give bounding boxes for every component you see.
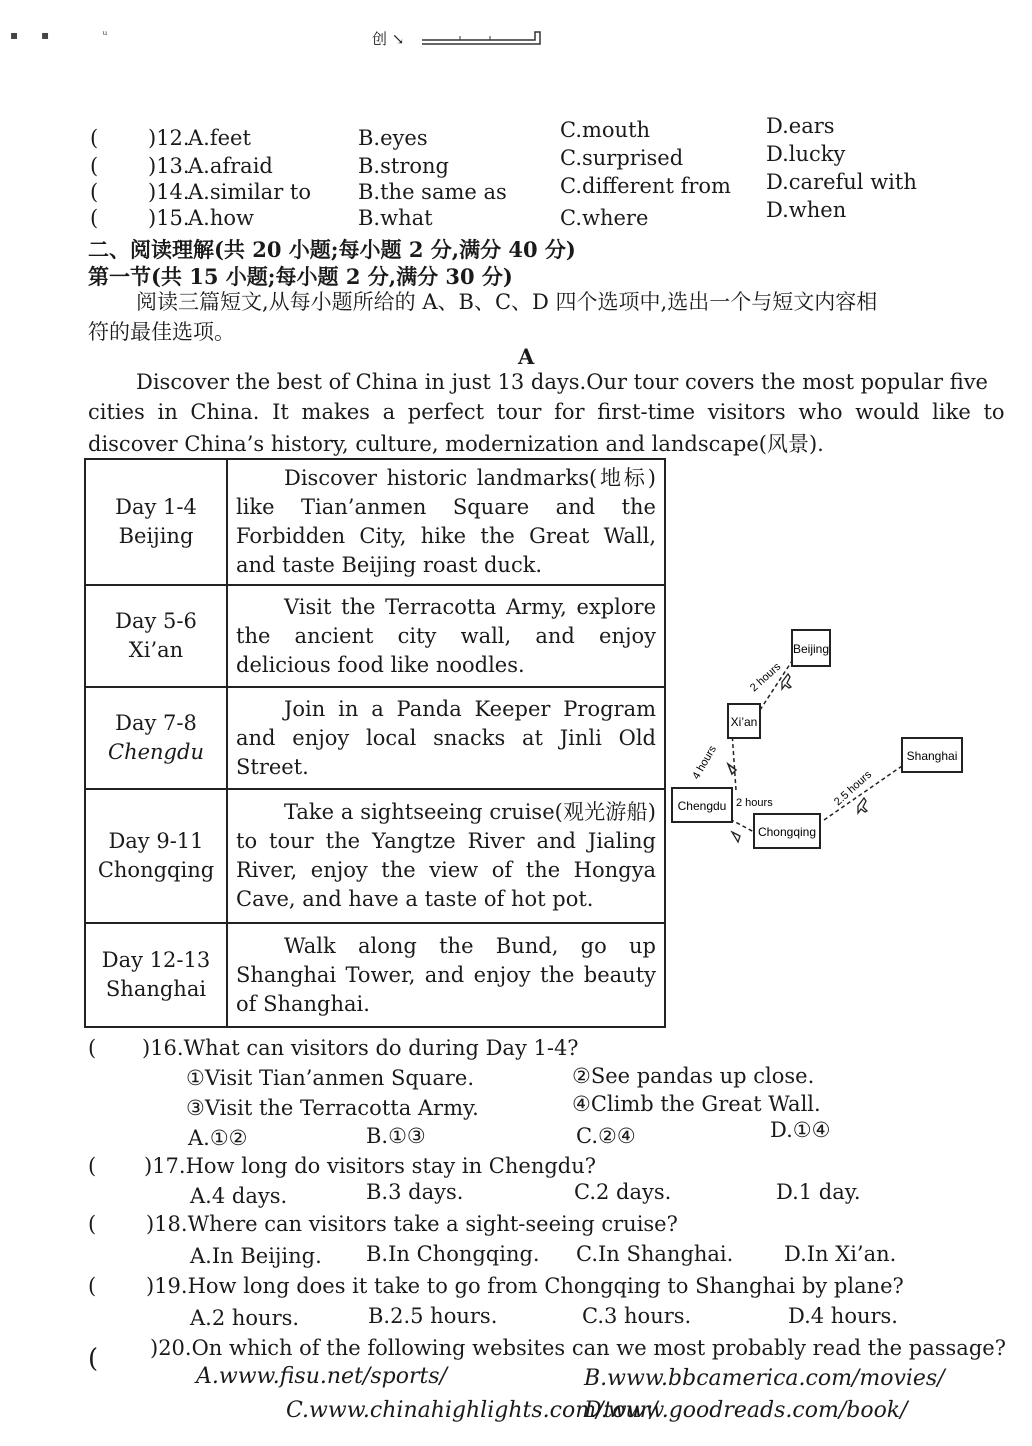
svg-text:Xi’an: Xi’an <box>730 715 758 729</box>
map-box-xian <box>728 704 760 738</box>
instruction-line-2: 符的最佳选项。 <box>88 320 235 344</box>
map-box-chongqing <box>754 814 820 848</box>
svg-text:Beijing: Beijing <box>792 642 830 656</box>
option-a: A.①② <box>188 1126 248 1150</box>
instruction-line-1: 阅读三篇短文,从每小题所给的 A、B、C、D 四个选项中,选出一个与短文内容相 <box>136 290 878 314</box>
cloze-row-12: ( )12. A.feet B.eyes C.mouth D.ears <box>90 114 835 150</box>
option-a: A.In Beijing. <box>190 1244 322 1268</box>
question-17: ( )17.How long do visitors stay in Chengdu? <box>88 1154 597 1178</box>
section-title: 二、阅读理解(共 20 小题;每小题 2 分,满分 40 分) <box>88 237 576 262</box>
part-title: 第一节(共 15 小题;每小题 2 分,满分 30 分) <box>88 264 513 289</box>
table-row <box>85 687 665 789</box>
day-cell: Day 1-4 Beijing <box>85 459 227 585</box>
desc-cell: Discover historic landmarks(地标) like Tian’anmen Square and the Forbidden City, hike the Great Wall, and taste Beijing roast duck. <box>227 459 665 585</box>
map-box-shanghai <box>902 738 962 772</box>
option-a: A.2 hours. <box>190 1306 300 1330</box>
option-b: B.3 days. <box>366 1180 464 1204</box>
option-b: B.①③ <box>366 1124 426 1148</box>
plane-icon <box>782 674 791 689</box>
svg-text:Chongqing: Chongqing <box>757 825 817 839</box>
desc-cell: Visit the Terracotta Army, explore the ancient city wall, and enjoy delicious food like noodles. <box>227 585 665 687</box>
option-b: B.www.bbcamerica.com/movies/ <box>584 1366 945 1391</box>
time-label-chongqing-shanghai: 2.5 hours <box>831 768 875 809</box>
table-row <box>85 459 665 585</box>
sub-option: ②See pandas up close. <box>572 1064 815 1088</box>
desc-cell: Take a sightseeing cruise(观光游船) to tour the Yangtze River and Jialing River, enjoy the view of the Hongya Cave, and have a taste of hot pot. <box>227 789 665 923</box>
svg-text:Chengdu: Chengdu <box>677 799 727 813</box>
option-b: B.2.5 hours. <box>368 1304 498 1328</box>
option-b: B.In Chongqing. <box>366 1242 540 1266</box>
question-19: ( )19.How long does it take to go from Chongqing to Shanghai by plane? <box>88 1274 904 1298</box>
sub-option: ①Visit Tian’anmen Square. <box>186 1066 474 1090</box>
cloze-row-14: ( )14. A.similar to B.the same as C.different from D.careful with <box>90 170 917 204</box>
corner-marks: ▪ ▪ ᵘ <box>10 28 108 42</box>
desc-cell: Walk along the Bund, go up Shanghai Tower, and enjoy the beauty of Shanghai. <box>227 923 665 1027</box>
svg-text:Shanghai: Shanghai <box>906 749 958 763</box>
sub-option: ④Climb the Great Wall. <box>572 1092 821 1116</box>
passage-line-2: cities in China. It makes a perfect tour for first-time visitors who would like to <box>88 400 1005 424</box>
route-line-chengdu-xian <box>732 732 736 790</box>
table-row <box>85 923 665 1027</box>
option-d: D.①④ <box>770 1118 831 1142</box>
option-c: C.②④ <box>576 1124 636 1148</box>
day-cell: Day 9-11 Chongqing <box>85 789 227 923</box>
map-box-beijing <box>792 630 830 666</box>
map-box-chengdu <box>672 788 732 822</box>
route-map <box>666 620 976 860</box>
cloze-row-13: ( )13. A.afraid B.strong C.surprised D.lucky <box>90 142 846 178</box>
time-label-chengdu-chongqing: 2 hours <box>736 797 773 809</box>
option-d: D.www.goodreads.com/book/ <box>584 1398 908 1423</box>
option-d: D.4 hours. <box>788 1304 898 1328</box>
option-d: D.1 day. <box>776 1180 861 1204</box>
table-row <box>85 585 665 687</box>
table-row <box>85 789 665 923</box>
option-c: C.3 hours. <box>582 1304 692 1328</box>
option-a: A.www.fisu.net/sports/ <box>196 1364 448 1389</box>
plane-icon <box>858 798 867 813</box>
itinerary-table <box>84 458 666 1028</box>
day-cell: Day 5-6 Xi’an <box>85 585 227 687</box>
time-label-xian-beijing: 2 hours <box>747 660 784 695</box>
passage-line-1: Discover the best of China in just 13 days.Our tour covers the most popular five <box>136 370 988 394</box>
option-c: C.www.chinahighlights.com/tour/ <box>286 1398 658 1423</box>
sub-option: ③Visit the Terracotta Army. <box>186 1096 479 1120</box>
option-d: D.In Xi’an. <box>784 1242 897 1266</box>
header-scribble: 创 ↘ <box>372 30 405 48</box>
question-16: ( )16.What can visitors do during Day 1-4? <box>88 1036 579 1060</box>
question-18: ( )18.Where can visitors take a sight-seeing cruise? <box>88 1212 678 1236</box>
train-icon <box>732 832 740 842</box>
option-c: C.In Shanghai. <box>576 1242 734 1266</box>
passage-line-3: discover China’s history, culture, modernization and landscape(风景). <box>88 432 824 456</box>
header-ruler-icon <box>420 28 544 48</box>
time-label-chengdu-xian: 4 hours <box>690 743 719 782</box>
desc-cell: Join in a Panda Keeper Program and enjoy local snacks at Jinli Old Street. <box>227 687 665 789</box>
cloze-row-15: ( )15. A.how B.what C.where D.when <box>90 198 847 230</box>
option-a: A.4 days. <box>190 1184 288 1208</box>
day-cell: Day 7-8 Chengdu <box>85 687 227 789</box>
option-c: C.2 days. <box>574 1180 672 1204</box>
day-cell: Day 12-13 Shanghai <box>85 923 227 1027</box>
passage-letter: A <box>518 344 535 369</box>
